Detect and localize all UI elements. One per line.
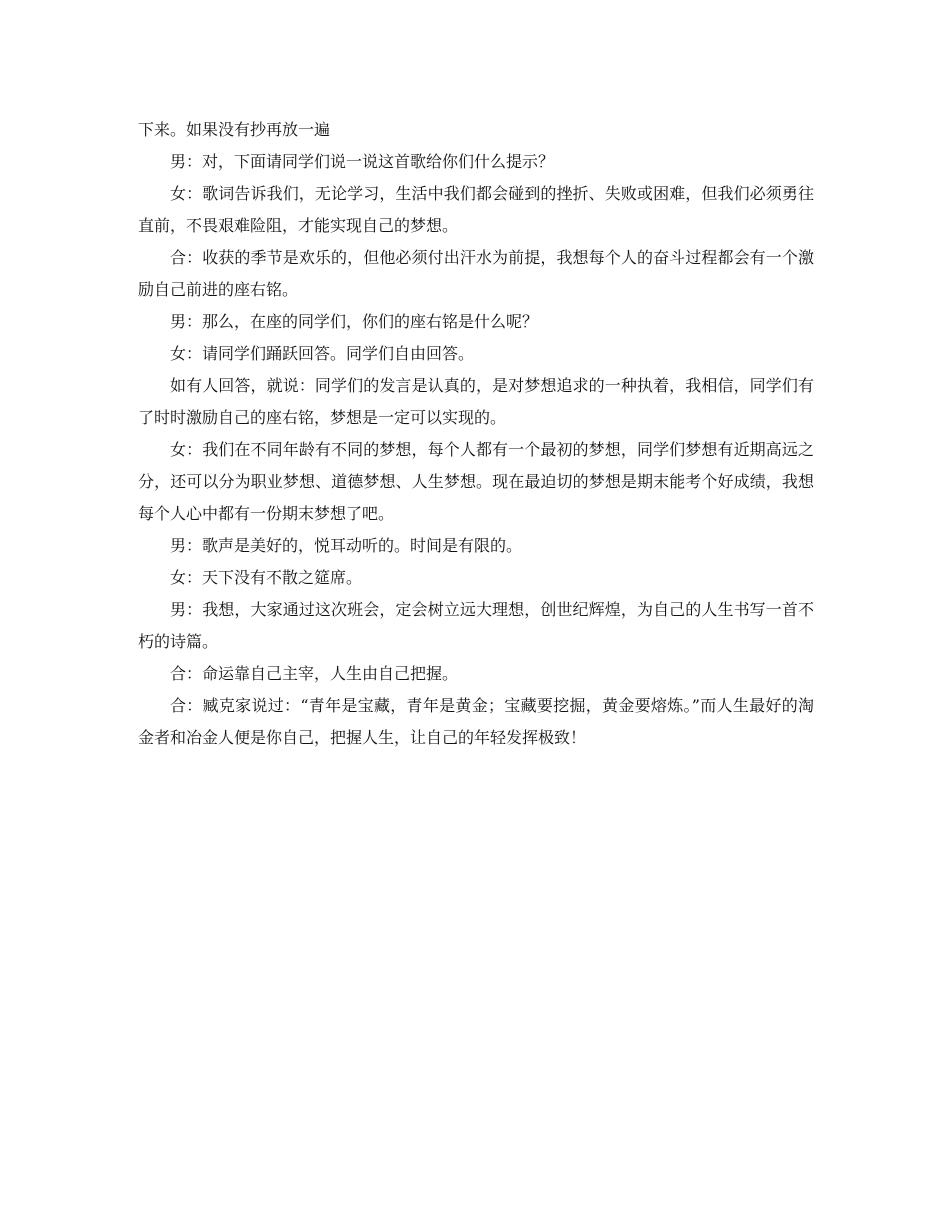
paragraph-female-dreams: 女：我们在不同年龄有不同的梦想，每个人都有一个最初的梦想，同学们梦想有近期高远之分，还可以分为职业梦想、道德梦想、人生梦想。现在最迫切的梦想是期末能考个好成绩，我想每个人心中都有一份期末梦想了吧。: [138, 440, 814, 523]
paragraph-female-farewell: 女：天下没有不散之筵席。: [170, 568, 363, 587]
paragraph-female-lyrics: 女：歌词告诉我们，无论学习，生活中我们都会碰到的挫折、失败或困难，但我们必须勇往直前，不畏艰难险阻，才能实现自己的梦想。: [138, 184, 814, 235]
paragraph-male-ideals: 男：我想，大家通过这次班会，定会树立远大理想，创世纪辉煌，为自己的人生书写一首不朽的诗篇。: [138, 600, 814, 651]
document-body: [138, 114, 814, 754]
paragraph-together-quote: 合：臧克家说过：“青年是宝藏，青年是黄金；宝藏要挖掘，黄金要熔炼。”而人生最好的淘金者和冶金人便是你自己，把握人生，让自己的年轻发挥极致！: [138, 696, 814, 747]
paragraph-female-invite: 女：请同学们踊跃回答。同学们自由回答。: [170, 344, 475, 363]
paragraph-male-prompt: 男：对，下面请同学们说一说这首歌给你们什么提示？: [170, 152, 555, 171]
paragraph-together-fate: 合：命运靠自己主宰，人生由自己把握。: [170, 664, 459, 683]
paragraph-male-song: 男：歌声是美好的，悦耳动听的。时间是有限的。: [170, 536, 523, 555]
paragraph-together-motto: 合：收获的季节是欢乐的，但他必须付出汗水为前提，我想每个人的奋斗过程都会有一个激励自己前进的座右铭。: [138, 248, 814, 299]
paragraph-response-note: 如有人回答，就说：同学们的发言是认真的，是对梦想追求的一种执着，我相信，同学们有了时时激励自己的座右铭，梦想是一定可以实现的。: [138, 376, 814, 427]
paragraph-male-question: 男：那么，在座的同学们，你们的座右铭是什么呢？: [170, 312, 539, 331]
paragraph-continuation: 下来。如果没有抄再放一遍: [138, 120, 331, 139]
